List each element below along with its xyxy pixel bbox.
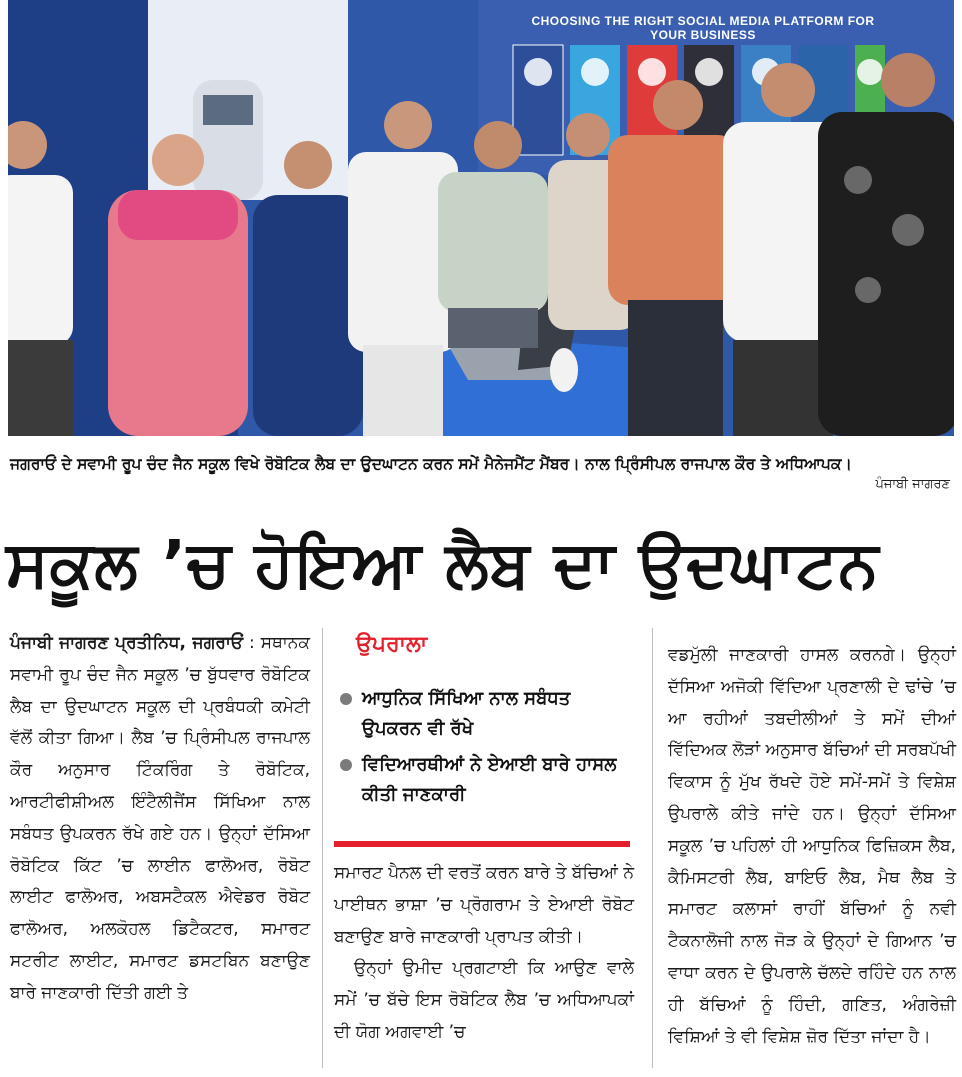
highlights-box <box>336 684 632 816</box>
article-column-1 <box>10 628 310 1010</box>
article-column-2 <box>334 858 634 1049</box>
photo-credit: ਪੰਜਾਬੀ ਜਾਗਰਣ <box>875 477 950 492</box>
kicker-label: ਉਪਰਾਲਾ <box>356 632 428 657</box>
bullet-icon <box>340 759 352 771</box>
paragraph: ਵਡਮੁੱਲੀ ਜਾਣਕਾਰੀ ਹਾਸਲ ਕਰਨਗੇ। ਉਨ੍ਹਾਂ ਦੱਸਿਆ ਅਜੋਕੀ ਵਿੱਦਿਆ ਪ੍ਰਣਾਲੀ ਦੇ ਢਾਂਚੇ ’ਚ ਆ ਰਹੀਆਂ ਤਬਦੀਲੀਆਂ ਤੇ ਸਮੇਂ ਦੀਆਂ ਵਿੱਦਿਅਕ ਲੋੜਾਂ ਅਨੁਸਾਰ ਬੱਚਿਆਂ ਦੀ ਸਰਬਪੱਖੀ ਵਿਕਾਸ ਨੂੰ ਮੁੱਖ ਰੱਖਦੇ ਹੋਏ ਸਮੇਂ-ਸਮੇਂ ਤੇ ਵਿਸ਼ੇਸ਼ ਉਪਰਾਲੇ ਕੀਤੇ ਜਾਂਦੇ ਹਨ। ਉਨ੍ਹਾਂ ਦੱਸਿਆ ਸਕੂਲ ’ਚ ਪਹਿਲਾਂ ਹੀ ਆਧੁਨਿਕ ਫਿਜ਼ਿਕਸ ਲੈਬ, ਕੈਮਿਸਟਰੀ ਲੈਬ, ਬਾਇਓ ਲੈਬ, ਮੈਥ ਲੈਬ ਤੇ ਸਮਾਰਟ ਕਲਾਸਾਂ ਰਾਹੀਂ ਬੱਚਿਆਂ ਨੂੰ ਨਵੀ ਟੈਕਨਾਲੋਜੀ ਨਾਲ ਜੋੜ ਕੇ ਉਨ੍ਹਾਂ ਦੇ ਗਿਆਨ ’ਚ ਵਾਧਾ ਕਰਨ ਦੇ ਉਪਰਾਲੇ ਚੱਲਦੇ ਰਹਿੰਦੇ ਹਨ ਨਾਲ ਹੀ ਬੱਚਿਆਂ ਨੂੰ ਹਿੰਦੀ, ਗਣਿਤ, ਅੰਗਰੇਜ਼ੀ ਵਿਸ਼ਿਆਂ ਤੇ ਵੀ ਵਿਸ਼ੇਸ਼ ਜ਼ੋਰ ਦਿੱਤਾ ਜਾਂਦਾ ਹੈ। <box>668 645 956 1047</box>
photo-caption: ਜਗਰਾਓਂ ਦੇ ਸਵਾਮੀ ਰੂਪ ਚੰਦ ਜੈਨ ਸਕੂਲ ਵਿਖੇ ਰੋਬੋਟਿਕ ਲੈਬ ਦਾ ਉਦਘਾਟਨ ਕਰਨ ਸਮੇਂ ਮੈਨੇਜਮੈਂਟ ਮੈਂਬਰ। ਨਾਲ ਪ੍ਰਿੰਸੀਪਲ ਰਾਜਪਾਲ ਕੌਰ ਤੇ ਅਧਿਆਪਕ। <box>10 455 852 473</box>
column-divider <box>652 628 653 1068</box>
accent-divider <box>334 841 630 847</box>
byline: ਪੰਜਾਬੀ ਜਾਗਰਣ ਪ੍ਰਤੀਨਿਧ, ਜਗਰਾਓਂ <box>10 633 243 653</box>
column-divider <box>322 628 323 1068</box>
headline: ਸਕੂਲ ’ਚ ਹੋਇਆ ਲੈਬ ਦਾ ਉਦਘਾਟਨ <box>6 528 880 602</box>
article-column-3 <box>668 640 956 1053</box>
banner-text: CHOOSING THE RIGHT SOCIAL MEDIA PLATFORM FOR YOUR BUSINESS <box>531 14 875 42</box>
news-photo <box>8 0 954 436</box>
paragraph: ਉਨ੍ਹਾਂ ਉਮੀਦ ਪ੍ਰਗਟਾਈ ਕਿ ਆਉਣ ਵਾਲੇ ਸਮੇਂ ’ਚ ਬੱਚੇ ਇਸ ਰੋਬੋਟਿਕ ਲੈਬ ’ਚ ਅਧਿਆਪਕਾਂ ਦੀ ਯੋਗ ਅਗਵਾਈ ’ਚ <box>334 958 634 1042</box>
highlight-text: ਵਿਦਿਆਰਥੀਆਂ ਨੇ ਏਆਈ ਬਾਰੇ ਹਾਸਲ ਕੀਤੀ ਜਾਣਕਾਰੀ <box>362 754 617 805</box>
bullet-icon <box>340 693 352 705</box>
lead-paragraph <box>10 628 310 1010</box>
highlight-item <box>336 684 632 744</box>
highlight-item <box>336 750 632 810</box>
lead-body: : ਸਥਾਨਕ ਸਵਾਮੀ ਰੂਪ ਚੰਦ ਜੈਨ ਸਕੂਲ ’ਚ ਬੁੱਧਵਾਰ ਰੋਬੋਟਿਕ ਲੈਬ ਦਾ ਉਦਘਾਟਨ ਸਕੂਲ ਦੀ ਪ੍ਰਬੰਧਕੀ ਕਮੇਟੀ ਵੱਲੋਂ ਕੀਤਾ ਗਿਆ। ਲੈਬ ’ਚ ਪ੍ਰਿੰਸੀਪਲ ਰਾਜਪਾਲ ਕੌਰ ਅਨੁਸਾਰ ਟਿੰਕਰਿੰਗ ਤੇ ਰੋਬੋਟਿਕ, ਆਰਟੀਫੀਸ਼ੀਅਲ ਇੰਟੈਲੀਜੈਂਸ ਸਿੱਖਿਆ ਨਾਲ ਸਬੰਧਤ ਉਪਕਰਨ ਰੱਖੇ ਗਏ ਹਨ। ਉਨ੍ਹਾਂ ਦੱਸਿਆ ਰੋਬੋਟਿਕ ਕਿੱਟ ’ਚ ਲਾਈਨ ਫਾਲੋਅਰ, ਰੋਬੋਟ ਲਾਈਟ ਫਾਲੋਅਰ, ਅਬਸਟੈਕਲ ਐਵੇਡਰ ਰੋਬੋਟ ਫਾਲੋਅਰ, ਅਲਕੋਹਲ ਡਿਟੈਕਟਰ, ਸਮਾਰਟ ਸਟਰੀਟ ਲਾਈਟ, ਸਮਾਰਟ ਡਸਟਬਿਨ ਬਣਾਉਣ ਬਾਰੇ ਜਾਣਕਾਰੀ ਦਿੱਤੀ ਗਈ ਤੇ <box>10 633 310 1003</box>
photo-illustration <box>8 0 954 436</box>
paragraph: ਸਮਾਰਟ ਪੈਨਲ ਦੀ ਵਰਤੋਂ ਕਰਨ ਬਾਰੇ ਤੇ ਬੱਚਿਆਂ ਨੇ ਪਾਈਥਨ ਭਾਸ਼ਾ ’ਚ ਪ੍ਰੋਗਰਾਮ ਤੇ ਏਆਈ ਰੋਬੋਟ ਬਣਾਉਣ ਬਾਰੇ ਜਾਣਕਾਰੀ ਪ੍ਰਾਪਤ ਕੀਤੀ। <box>334 863 634 947</box>
highlight-text: ਆਧੁਨਿਕ ਸਿੱਖਿਆ ਨਾਲ ਸਬੰਧਤ ਉਪਕਰਨ ਵੀ ਰੱਖੇ <box>362 688 571 739</box>
